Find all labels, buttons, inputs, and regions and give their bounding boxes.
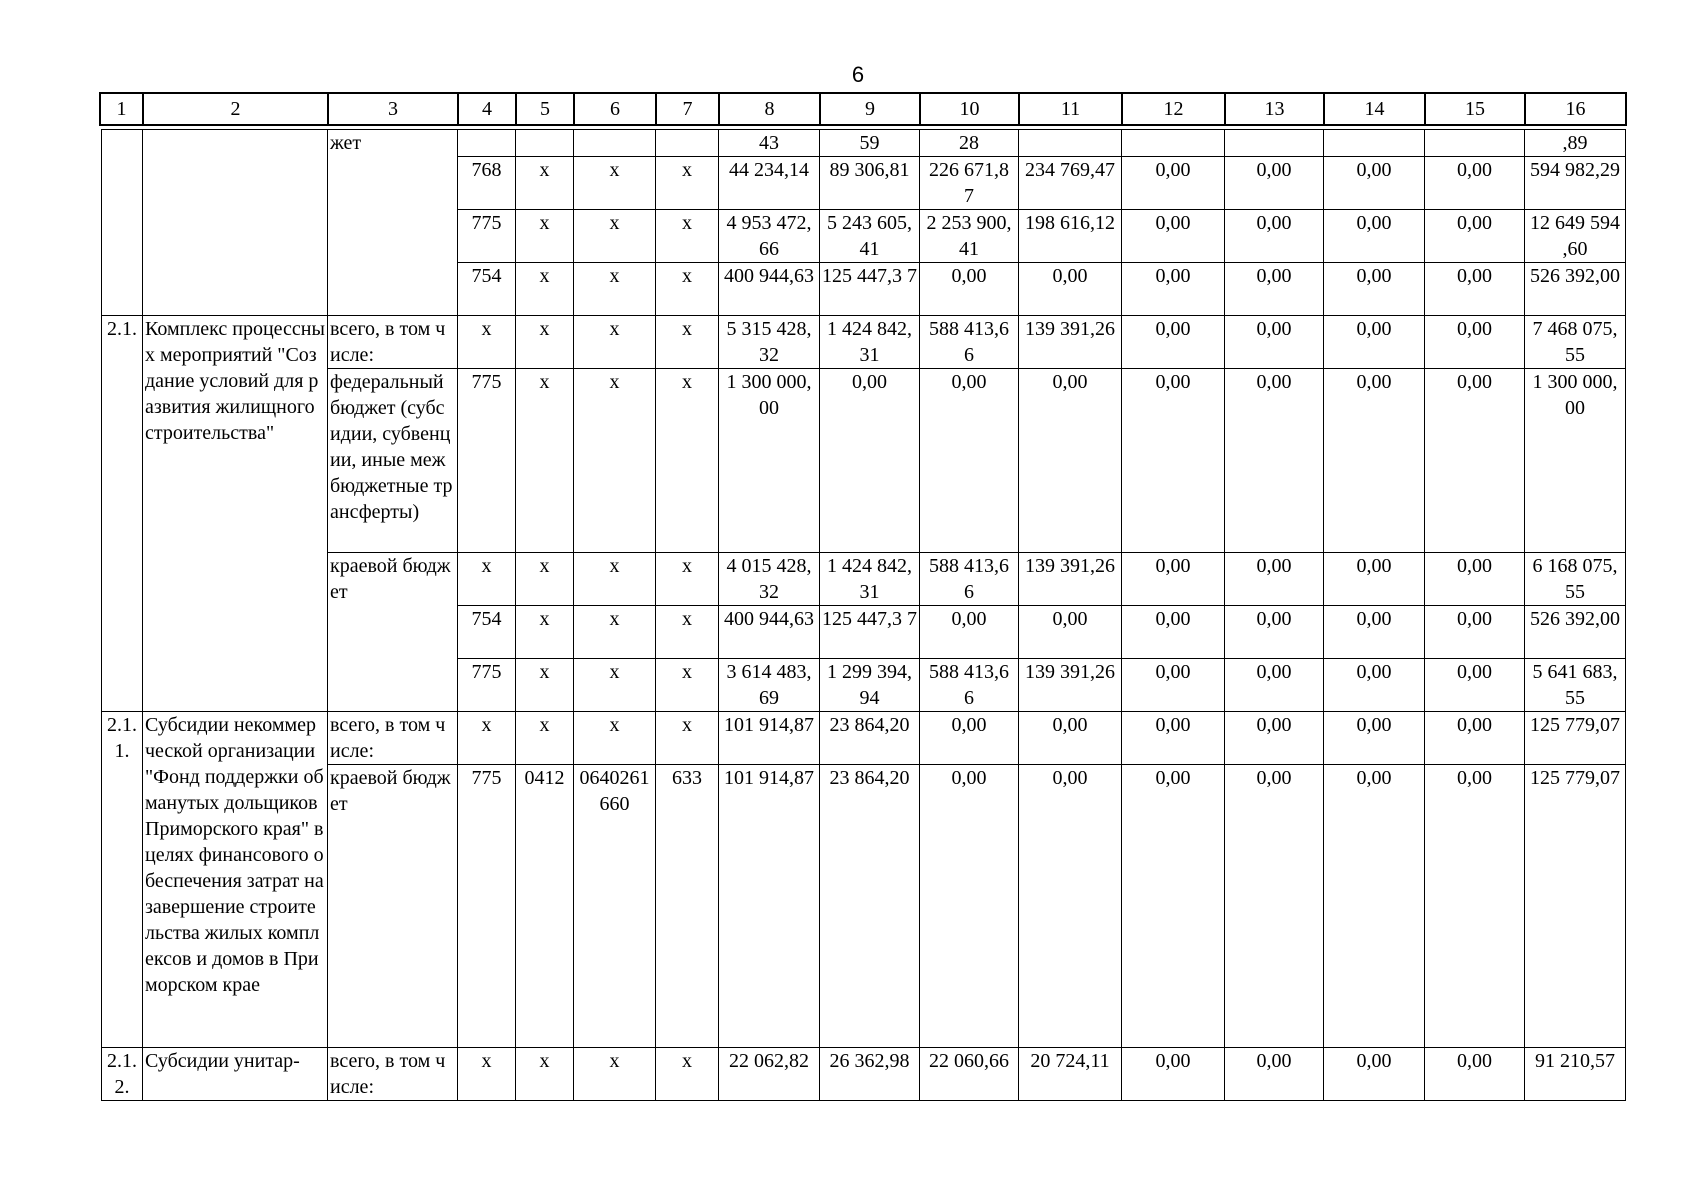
column-header: 4: [458, 93, 516, 125]
column-header: 8: [719, 93, 820, 125]
cell: 0,00: [1225, 263, 1324, 316]
cell: 400 944,63: [719, 606, 820, 659]
cell: 0,00: [1324, 316, 1425, 369]
table-row: [102, 130, 1626, 157]
cell: 91 210,57: [1525, 1048, 1626, 1101]
cell: 0,00: [1122, 316, 1225, 369]
cell: x: [656, 316, 719, 369]
cell: 20 724,11: [1019, 1048, 1122, 1101]
cell: 0,00: [1019, 606, 1122, 659]
cell: 1 300 000, 00: [1525, 369, 1626, 553]
name-cell: Комплекс процессных мероприятий "Создание условий для развития жилищного строительства": [143, 316, 328, 712]
name-cell: Субсидии унитар-: [143, 1048, 328, 1101]
cell: [574, 130, 656, 157]
cell: 139 391,26: [1019, 659, 1122, 712]
cell: x: [458, 553, 516, 606]
cell: x: [574, 659, 656, 712]
cell: 0,00: [1324, 712, 1425, 765]
cell: x: [574, 210, 656, 263]
cell: 768: [458, 157, 516, 210]
row-number-cell: 2.1. 2.: [102, 1048, 143, 1101]
cell: x: [516, 712, 574, 765]
cell: 44 234,14: [719, 157, 820, 210]
cell: 0,00: [1225, 1048, 1324, 1101]
cell: 1 424 842, 31: [820, 316, 920, 369]
cell: x: [516, 210, 574, 263]
funding-source-cell: всего, в том числе:: [328, 712, 458, 765]
column-header: 7: [656, 93, 719, 125]
cell: 0,00: [1324, 606, 1425, 659]
cell: 23 864,20: [820, 765, 920, 1048]
column-header-table: [99, 92, 1627, 126]
cell: x: [656, 263, 719, 316]
cell: 0,00: [1225, 210, 1324, 263]
column-header: 15: [1425, 93, 1525, 125]
table-row: [102, 553, 1626, 606]
cell: x: [656, 553, 719, 606]
cell: 4 953 472, 66: [719, 210, 820, 263]
cell: 0,00: [920, 765, 1019, 1048]
funding-source-cell: всего, в том числе:: [328, 316, 458, 369]
cell: 0,00: [1019, 369, 1122, 553]
cell: 754: [458, 606, 516, 659]
cell: 139 391,26: [1019, 553, 1122, 606]
name-cell: [143, 130, 328, 316]
cell: x: [458, 316, 516, 369]
cell: 0,00: [920, 712, 1019, 765]
cell: 0,00: [920, 606, 1019, 659]
cell: 125 447,3 7: [820, 606, 920, 659]
cell: [1425, 130, 1525, 157]
cell: 0,00: [1122, 765, 1225, 1048]
column-header: 5: [516, 93, 574, 125]
cell: x: [574, 369, 656, 553]
cell: 26 362,98: [820, 1048, 920, 1101]
column-header: 3: [328, 93, 458, 125]
cell: 0,00: [1122, 369, 1225, 553]
column-header: 6: [574, 93, 656, 125]
cell: 0,00: [1019, 263, 1122, 316]
column-header: 16: [1525, 93, 1626, 125]
cell: 0,00: [1425, 553, 1525, 606]
cell: x: [574, 1048, 656, 1101]
cell: 0,00: [1122, 210, 1225, 263]
cell: 0,00: [1225, 712, 1324, 765]
cell: x: [656, 1048, 719, 1101]
cell: 588 413,6 6: [920, 553, 1019, 606]
cell: 0,00: [1122, 659, 1225, 712]
cell: x: [458, 1048, 516, 1101]
cell: 0,00: [1122, 157, 1225, 210]
cell: 3 614 483, 69: [719, 659, 820, 712]
cell: 526 392,00: [1525, 606, 1626, 659]
cell: [516, 130, 574, 157]
page-number: 6: [851, 62, 865, 87]
cell: x: [516, 369, 574, 553]
cell: 101 914,87: [719, 765, 820, 1048]
cell: 7 468 075, 55: [1525, 316, 1626, 369]
cell: 588 413,6 6: [920, 659, 1019, 712]
cell: 0,00: [1019, 712, 1122, 765]
cell: x: [458, 712, 516, 765]
row-number-cell: 2.1.: [102, 316, 143, 712]
cell: 0,00: [1324, 659, 1425, 712]
cell: x: [656, 606, 719, 659]
cell: 400 944,63: [719, 263, 820, 316]
cell: 0,00: [1425, 157, 1525, 210]
cell: 0,00: [1122, 606, 1225, 659]
cell: 775: [458, 765, 516, 1048]
cell: 0,00: [1425, 369, 1525, 553]
cell: x: [656, 157, 719, 210]
row-number-cell: 2.1. 1.: [102, 712, 143, 1048]
cell: x: [656, 659, 719, 712]
budget-table: [101, 129, 1626, 1101]
column-header: 14: [1324, 93, 1425, 125]
cell: 0,00: [1425, 712, 1525, 765]
cell: x: [574, 712, 656, 765]
cell: 0,00: [1324, 1048, 1425, 1101]
cell: 0,00: [1425, 316, 1525, 369]
cell: 0,00: [1324, 263, 1425, 316]
cell: [458, 130, 516, 157]
target-article-cell: 0640261 660: [574, 765, 656, 1048]
cell: 23 864,20: [820, 712, 920, 765]
cell: 0,00: [820, 369, 920, 553]
cell: 0,00: [1225, 316, 1324, 369]
header-row: [100, 93, 1626, 125]
cell: [1225, 130, 1324, 157]
cell: 0412: [516, 765, 574, 1048]
cell: 0,00: [1225, 606, 1324, 659]
cell: 0,00: [1425, 210, 1525, 263]
cell: 0,00: [1122, 1048, 1225, 1101]
cell: 198 616,12: [1019, 210, 1122, 263]
cell: 0,00: [1122, 263, 1225, 316]
cell: 0,00: [1324, 210, 1425, 263]
funding-source-cell: всего, в том числе:: [328, 1048, 458, 1101]
cell: 12 649 594 ,60: [1525, 210, 1626, 263]
row-number-cell: [102, 130, 143, 316]
cell: [1019, 130, 1122, 157]
cell: 1 300 000, 00: [719, 369, 820, 553]
cell: 125 779,07: [1525, 765, 1626, 1048]
funding-source-cell: краевой бюджет: [328, 765, 458, 1048]
funding-source-cell: жет: [328, 130, 458, 316]
cell: 0,00: [1225, 369, 1324, 553]
cell: 588 413,6 6: [920, 316, 1019, 369]
table-row: [102, 765, 1626, 1048]
cell: 43: [719, 130, 820, 157]
cell: x: [516, 263, 574, 316]
cell: x: [516, 606, 574, 659]
cell: [1324, 130, 1425, 157]
cell: 101 914,87: [719, 712, 820, 765]
cell: [1122, 130, 1225, 157]
column-header: 11: [1019, 93, 1122, 125]
cell: 0,00: [1324, 553, 1425, 606]
cell: [656, 130, 719, 157]
cell: 0,00: [1425, 659, 1525, 712]
cell: 0,00: [1225, 553, 1324, 606]
cell: x: [516, 1048, 574, 1101]
cell: 775: [458, 210, 516, 263]
cell: 226 671,8 7: [920, 157, 1019, 210]
cell: 5 243 605, 41: [820, 210, 920, 263]
cell: 6 168 075, 55: [1525, 553, 1626, 606]
cell: 0,00: [1122, 712, 1225, 765]
cell: ,89: [1525, 130, 1626, 157]
cell: 139 391,26: [1019, 316, 1122, 369]
table-row: [102, 369, 1626, 553]
cell: x: [574, 263, 656, 316]
cell: x: [516, 659, 574, 712]
cell: 59: [820, 130, 920, 157]
column-header: 13: [1225, 93, 1324, 125]
cell: 0,00: [1425, 263, 1525, 316]
cell: 22 062,82: [719, 1048, 820, 1101]
cell: 89 306,81: [820, 157, 920, 210]
funding-source-cell: федеральный бюджет (субсидии, субвенции, иные межбюджетные трансферты): [328, 369, 458, 553]
cell: x: [574, 606, 656, 659]
column-header: 10: [920, 93, 1019, 125]
cell: 0,00: [1324, 157, 1425, 210]
cell: 0,00: [1425, 765, 1525, 1048]
cell: 526 392,00: [1525, 263, 1626, 316]
cell: 0,00: [1324, 369, 1425, 553]
table-row: [102, 712, 1626, 765]
cell: 125 447,3 7: [820, 263, 920, 316]
cell: 0,00: [1225, 157, 1324, 210]
cell: 633: [656, 765, 719, 1048]
cell: x: [574, 157, 656, 210]
cell: 594 982,29: [1525, 157, 1626, 210]
cell: 4 015 428, 32: [719, 553, 820, 606]
column-header: 2: [143, 93, 328, 125]
cell: 0,00: [1225, 659, 1324, 712]
cell: x: [574, 553, 656, 606]
cell: 1 424 842, 31: [820, 553, 920, 606]
cell: 2 253 900, 41: [920, 210, 1019, 263]
cell: 0,00: [1425, 1048, 1525, 1101]
cell: 0,00: [920, 369, 1019, 553]
cell: 1 299 394, 94: [820, 659, 920, 712]
cell: 0,00: [1425, 606, 1525, 659]
cell: 0,00: [920, 263, 1019, 316]
cell: 5 641 683, 55: [1525, 659, 1626, 712]
cell: 754: [458, 263, 516, 316]
cell: 775: [458, 659, 516, 712]
column-header: 9: [820, 93, 920, 125]
column-header: 12: [1122, 93, 1225, 125]
cell: x: [516, 553, 574, 606]
column-header: 1: [100, 93, 143, 125]
cell: 125 779,07: [1525, 712, 1626, 765]
cell: x: [656, 712, 719, 765]
cell: x: [656, 369, 719, 553]
name-cell: Субсидии некоммерческой организации "Фонд поддержки обманутых дольщиков Приморского края" в целях финансового обеспечения затрат на завершение строительства жилых комплексов и домов в Приморском крае: [143, 712, 328, 1048]
cell: 5 315 428, 32: [719, 316, 820, 369]
cell: 0,00: [1122, 553, 1225, 606]
cell: 0,00: [1019, 765, 1122, 1048]
cell: x: [516, 316, 574, 369]
funding-source-cell: краевой бюджет: [328, 553, 458, 712]
cell: x: [574, 316, 656, 369]
cell: 28: [920, 130, 1019, 157]
cell: 22 060,66: [920, 1048, 1019, 1101]
table-row: [102, 316, 1626, 369]
cell: 0,00: [1324, 765, 1425, 1048]
cell: 234 769,47: [1019, 157, 1122, 210]
cell: 775: [458, 369, 516, 553]
cell: 0,00: [1225, 765, 1324, 1048]
cell: x: [516, 157, 574, 210]
table-row: [102, 1048, 1626, 1101]
cell: x: [656, 210, 719, 263]
